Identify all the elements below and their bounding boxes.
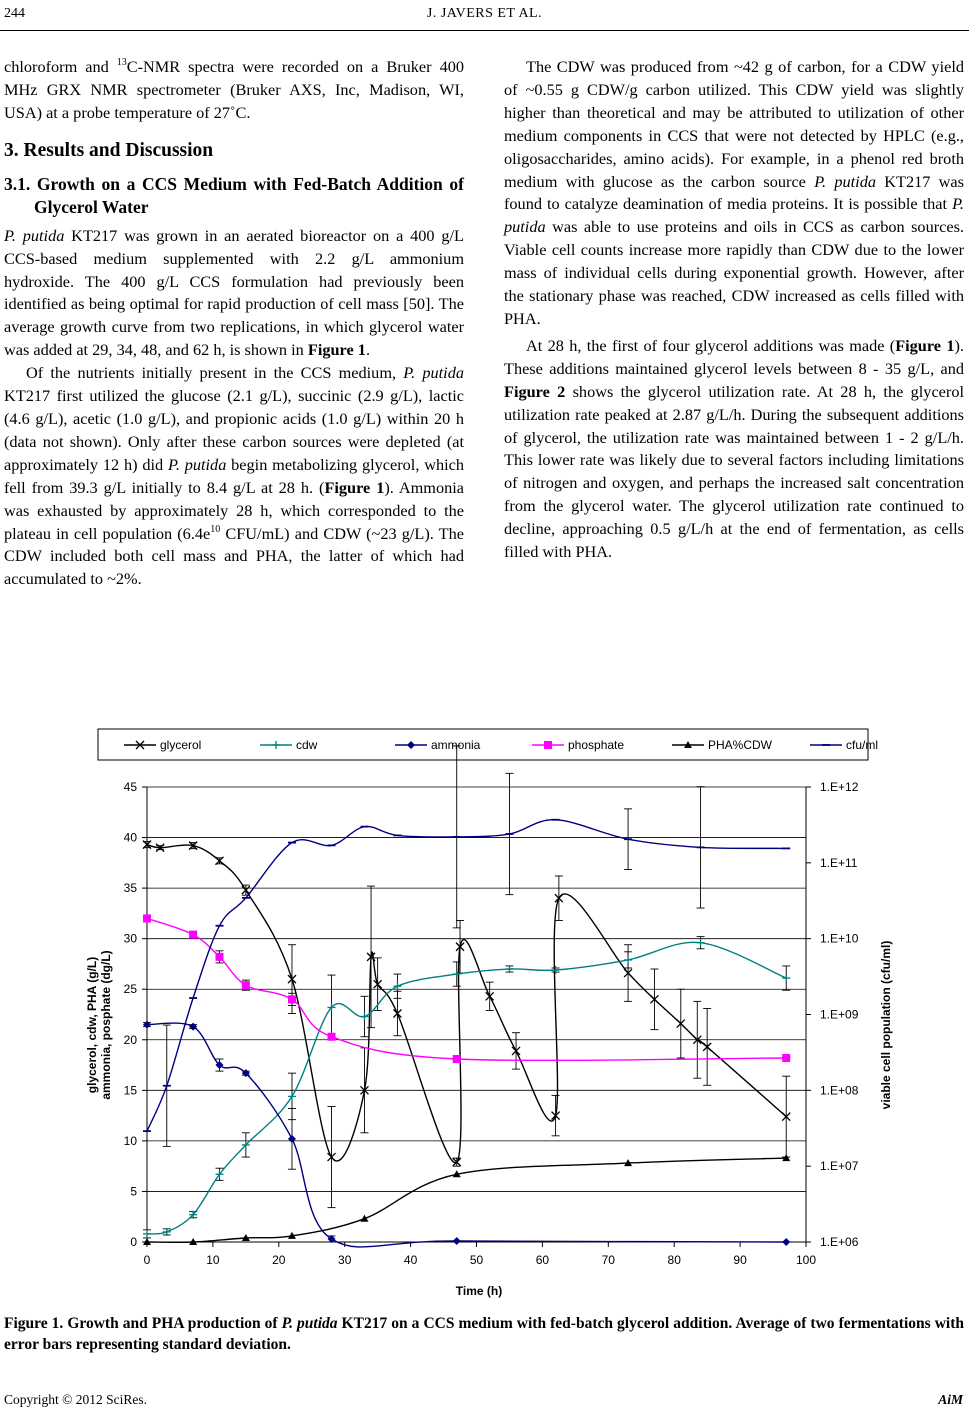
section-heading: 3. Results and Discussion <box>4 139 214 161</box>
x-tick-label: 100 <box>795 1253 817 1267</box>
growth-chart <box>60 725 960 1305</box>
data-point-cdw <box>552 966 560 974</box>
figure-caption: Figure 1. Growth and PHA production of P. putida KT217 on a CCS medium with fed-batch glycerol addition. Average of two fermentations with error bars representing standard deviation. <box>4 1315 965 1353</box>
x-tick-label: 70 <box>601 1253 615 1267</box>
y-tick-label: 10 <box>123 1133 137 1148</box>
x-tick-label: 60 <box>535 1253 550 1267</box>
y2-tick-label: 1.E+08 <box>820 1083 859 1098</box>
paragraph-growth: P. putida KT217 was grown in an aerated bioreactor on a 400 g/L CCS-based medium supplemented with 2.2 g/L ammonium hydroxide. The 400 g/L CCS formulation had previously been identified as being optimal for rapid production of cell mass [50]. The average growth curve from two replications, in which glycerol water was added at 29, 34, 48, and 62 h, is shown in Figure 1. <box>4 225 464 360</box>
data-point-ammonia <box>453 1237 461 1245</box>
paragraph-cdw-yield: The CDW was produced from ~42 g of carbon, for a CDW yield of ~0.55 g CDW/g carbon utilized. This CDW yield was slightly higher than theoretical and may be attributed to utilization of other medium components in CCS that were not detected by HPLC (e.g., oligosaccharides, amino acids). For example, in a phenol red broth medium with glucose as the carbon source P. putida KT217 was found to catalyze deamination of media proteins. It is possible that P. putida was able to use proteins and oils in CCS as carbon sources. Viable cell counts increase more rapidly than CDW due to the lower mass of individual cells during exponential growth. However, after the stationary phase was reached, CDW increased as cells filled with PHA. <box>504 57 964 328</box>
x-tick-label: 80 <box>667 1253 681 1267</box>
x-tick-label: 10 <box>206 1253 220 1267</box>
figure-1 <box>60 725 960 1305</box>
data-point-cdw <box>453 970 461 978</box>
y-tick-label: 30 <box>123 931 137 946</box>
x-tick-label: 90 <box>733 1253 747 1267</box>
data-point-ammonia <box>143 1021 151 1029</box>
x-axis-label: Time (h) <box>455 1284 503 1298</box>
data-point-ammonia <box>288 1135 296 1143</box>
x-tick-label: 30 <box>338 1253 352 1267</box>
data-point-phosphate <box>189 931 197 939</box>
data-point-phosphate <box>143 914 151 922</box>
data-point-cdw <box>624 956 632 964</box>
paragraph-nutrients: Of the nutrients initially present in the CCS medium, P. putida KT217 first utilized the glucose (2.1 g/L), succinic (2.9 g/L), lactic (4.6 g/L), acetic (1.0 g/L), and propionic acids (1.0 g/L) within 20 h (data not shown). Only after these carbon sources were depleted (at approximately 12 h) did P. putida begin metabolizing glycerol, which fell from 39.3 g/L initially to 8.4 g/L at 28 h. (Figure 1). Ammonia was exhausted by approximately 28 h, which corresponded to the plateau in cell population ($6.4e^{10}$ CFU/mL) and CDW (~23 g/L). The CDW included both cell mass and PHA, the latter of which had accumulated to ~2%. <box>4 363 465 589</box>
y-tick-label: 15 <box>123 1083 137 1098</box>
x-tick-label: 50 <box>469 1253 484 1267</box>
y-tick-label: 40 <box>123 830 137 845</box>
y-axis-label-line1: glycerol, cdw, PHA (g/L) <box>85 956 99 1094</box>
intro-paragraph: chloroform and $^{13}$C-NMR spectra were recorded on a Bruker 400 MHz GRX NMR spectrometer (Bruker AXS, Inc, Madison, WI, USA) at a probe temperature of 27˚C. <box>4 57 465 122</box>
x-tick-label: 0 <box>143 1253 151 1267</box>
copyright-notice: Copyright © 2012 SciRes. <box>4 1392 148 1407</box>
series-layer <box>143 746 790 1247</box>
paragraph-glycerol-additions: At 28 h, the first of four glycerol additions was made (Figure 1). These additions maintained glycerol levels between 8 - 35 g/L, and Figure 2 shows the glycerol utilization rate. At 28 h, the glycerol utilization rate peaked at 2.87 g/L/h. During the subsequent additions of glycerol, the utilization rate was maintained between 1 - 2 g/L/h. This lower rate was likely due to several factors including limitations of nitrogen and oxygen, and perhaps the increased salt concentration from the glycerol water. The glycerol utilization rate continued to decline, approaching 0.5 g/L/h at the end of fermentation, as cells filled with PHA. <box>504 335 964 562</box>
series-ammonia <box>143 1021 790 1247</box>
data-point-cdw <box>360 1013 368 1021</box>
legend-label: PHA%CDW <box>708 738 773 752</box>
legend-marker <box>544 741 552 749</box>
page-header <box>0 6 969 26</box>
y2-tick-label: 1.E+07 <box>820 1159 859 1174</box>
series-line-cfu-ml <box>147 820 786 1131</box>
y-tick-label: 25 <box>123 982 137 997</box>
x-tick-label: 40 <box>403 1253 418 1267</box>
y2-tick-label: 1.E+12 <box>820 780 859 794</box>
y-tick-label: 0 <box>130 1235 137 1249</box>
data-point-cdw <box>288 1092 296 1100</box>
legend-label: glycerol <box>160 738 202 752</box>
series-phosphate <box>143 914 790 1063</box>
data-point-cdw <box>782 974 790 982</box>
right-column <box>504 56 964 564</box>
y2-tick-label: 1.E+09 <box>820 1007 859 1022</box>
legend-label: ammonia <box>431 738 481 752</box>
series-pha-cdw <box>143 1154 790 1245</box>
series-glycerol <box>143 841 790 1208</box>
y2-tick-label: 1.E+10 <box>820 931 859 946</box>
journal-abbreviation: AiM <box>938 1392 963 1407</box>
data-point-phosphate <box>215 953 223 961</box>
y-tick-label: 20 <box>123 1032 137 1047</box>
header-rule <box>0 30 969 31</box>
y-tick-label: 35 <box>123 881 137 896</box>
series-cfu-ml <box>143 746 790 1147</box>
y-tick-label: 5 <box>130 1184 137 1199</box>
y2-tick-label: 1.E+06 <box>820 1235 859 1249</box>
y-tick-label: 45 <box>123 780 137 794</box>
y-axis-label-line2: ammonia, posphate (dg/L) <box>99 950 113 1100</box>
legend-label: cfu/ml <box>846 738 879 752</box>
data-point-phosphate <box>288 995 296 1003</box>
legend-label: cdw <box>296 738 318 752</box>
y2-tick-label: 1.E+11 <box>820 855 858 870</box>
subsection-heading: 3.1. Growth on a CCS Medium with Fed-Batch Addition of Glycerol Water <box>4 173 464 217</box>
data-point-phosphate <box>453 1055 461 1063</box>
running-title: J. JAVERS ET AL. <box>426 6 543 21</box>
series-line-ammonia <box>147 1023 786 1247</box>
data-point-ammonia <box>782 1238 790 1246</box>
y2-axis-label: viable cell population (cfu/ml) <box>879 940 893 1110</box>
legend-label: phosphate <box>568 738 625 752</box>
data-point-phosphate <box>782 1054 790 1062</box>
series-line-pha-cdw <box>147 1158 786 1242</box>
data-point-phosphate <box>328 1033 336 1041</box>
series-cdw <box>143 937 790 1238</box>
page-number: 244 <box>4 6 25 21</box>
data-point-cdw <box>143 1230 151 1238</box>
data-point-phosphate <box>242 981 250 989</box>
x-tick-label: 20 <box>272 1253 286 1267</box>
left-column <box>4 56 464 591</box>
data-point-cdw <box>697 939 705 947</box>
axes <box>124 780 859 1267</box>
